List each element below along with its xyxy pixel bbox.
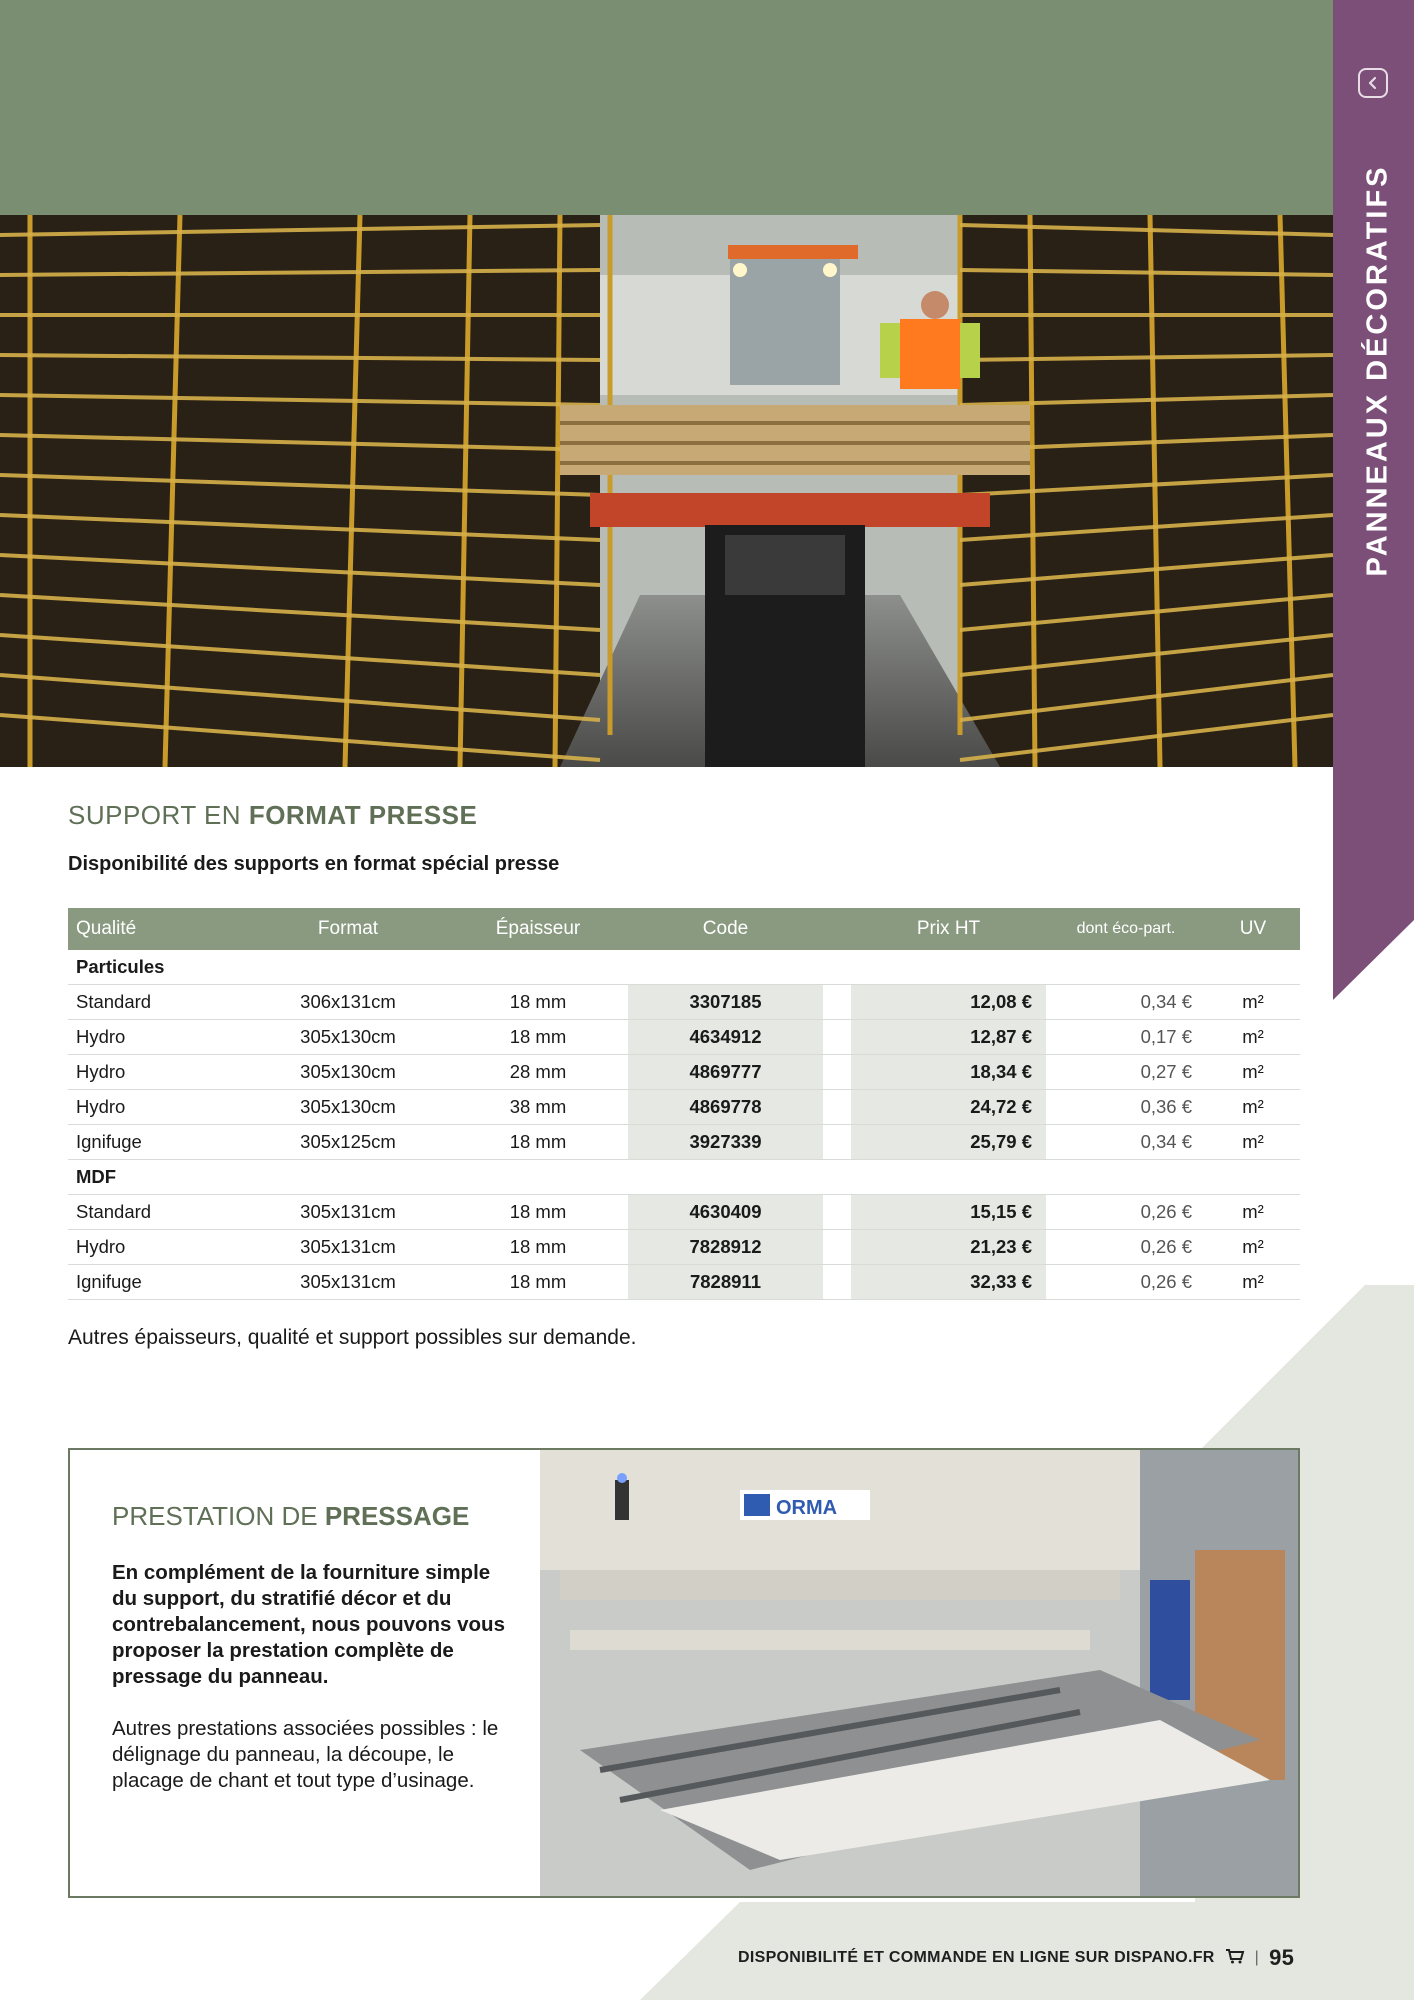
header-eco: dont éco-part. — [1046, 908, 1206, 950]
footer — [738, 1945, 1294, 1971]
cell-prix: 12,87 € — [851, 1020, 1046, 1055]
header-uv: UV — [1206, 908, 1300, 950]
footer-text: DISPONIBILITÉ ET COMMANDE EN LIGNE SUR DISPANO.FR — [738, 1949, 1215, 1966]
cell-eco: 0,26 € — [1046, 1265, 1206, 1300]
pressage-bold-text: En complément de la fourniture simple du support, du stratifié décor et du contrebalancement, nous pouvons vous proposer la prestation complète de pressage du panneau. — [112, 1561, 505, 1688]
press-machine-photo — [540, 1450, 1298, 1896]
press-machine-illustration — [540, 1450, 1298, 1896]
cell-format: 306x131cm — [248, 985, 448, 1020]
table-row — [68, 1125, 1300, 1160]
cell-qualite: Ignifuge — [68, 1265, 248, 1300]
page-number: 95 — [1269, 1945, 1295, 1970]
pressage-title-bold: PRESSAGE — [324, 1501, 470, 1531]
cell-eco: 0,27 € — [1046, 1055, 1206, 1090]
cell-epaisseur: 18 mm — [448, 1230, 628, 1265]
footer-separator: | — [1254, 1949, 1260, 1966]
cell-eco: 0,34 € — [1046, 985, 1206, 1020]
table-row — [68, 1020, 1300, 1055]
cell-prix: 25,79 € — [851, 1125, 1046, 1160]
cell-gap — [823, 1195, 851, 1230]
warehouse-photo — [0, 215, 1333, 767]
cell-code: 4869777 — [628, 1055, 823, 1090]
cell-qualite: Standard — [68, 985, 248, 1020]
pressage-title-light: PRESTATION DE — [112, 1501, 325, 1531]
cell-uv: m² — [1206, 1195, 1300, 1230]
warehouse-illustration — [0, 215, 1333, 767]
cell-gap — [823, 1230, 851, 1265]
section-title-light: SUPPORT EN — [68, 800, 249, 830]
pressage-title — [112, 1501, 512, 1532]
cell-gap — [823, 1265, 851, 1300]
cell-eco: 0,17 € — [1046, 1020, 1206, 1055]
cell-prix: 12,08 € — [851, 985, 1046, 1020]
cell-uv: m² — [1206, 1230, 1300, 1265]
cell-code: 7828911 — [628, 1265, 823, 1300]
chevron-left-icon — [1366, 76, 1380, 90]
header-qualite: Qualité — [68, 908, 248, 950]
cell-qualite: Hydro — [68, 1090, 248, 1125]
cell-format: 305x125cm — [248, 1125, 448, 1160]
cart-icon[interactable] — [1225, 1948, 1245, 1969]
header-gap — [823, 908, 851, 950]
cell-uv: m² — [1206, 1125, 1300, 1160]
cell-qualite: Standard — [68, 1195, 248, 1230]
pressage-text — [112, 1501, 512, 1794]
header-code: Code — [628, 908, 823, 950]
cell-gap — [823, 1055, 851, 1090]
side-tab-label-wrap — [1338, 164, 1414, 576]
cell-prix: 32,33 € — [851, 1265, 1046, 1300]
table-header-row — [68, 908, 1300, 950]
cell-prix: 24,72 € — [851, 1090, 1046, 1125]
cell-uv: m² — [1206, 1020, 1300, 1055]
cell-epaisseur: 18 mm — [448, 1125, 628, 1160]
cell-prix: 21,23 € — [851, 1230, 1046, 1265]
section-subtitle: Disponibilité des supports en format spécial presse — [68, 853, 560, 875]
cell-format: 305x130cm — [248, 1020, 448, 1055]
table-row — [68, 1265, 1300, 1300]
group-label: MDF — [68, 1160, 1300, 1195]
machine-brand: ORMA — [776, 1497, 838, 1519]
table-row — [68, 1090, 1300, 1125]
cell-eco: 0,34 € — [1046, 1125, 1206, 1160]
cell-gap — [823, 1020, 851, 1055]
header-prix: Prix HT — [851, 908, 1046, 950]
cell-uv: m² — [1206, 985, 1300, 1020]
cell-uv: m² — [1206, 1055, 1300, 1090]
pressage-normal-text: Autres prestations associées possibles : le délignage du panneau, la découpe, le placage de chant et tout type d’usinage. — [112, 1717, 499, 1792]
table-group-row — [68, 1160, 1300, 1195]
cell-uv: m² — [1206, 1265, 1300, 1300]
cell-eco: 0,36 € — [1046, 1090, 1206, 1125]
header-band — [0, 0, 1333, 215]
table-group-row — [68, 950, 1300, 985]
cell-epaisseur: 18 mm — [448, 985, 628, 1020]
cell-format: 305x131cm — [248, 1230, 448, 1265]
cell-epaisseur: 28 mm — [448, 1055, 628, 1090]
header-epaisseur: Épaisseur — [448, 908, 628, 950]
cell-code: 4634912 — [628, 1020, 823, 1055]
cell-prix: 18,34 € — [851, 1055, 1046, 1090]
table-row — [68, 985, 1300, 1020]
cell-epaisseur: 18 mm — [448, 1020, 628, 1055]
price-table — [68, 908, 1300, 1300]
cell-qualite: Hydro — [68, 1055, 248, 1090]
cell-qualite: Hydro — [68, 1230, 248, 1265]
cell-gap — [823, 1090, 851, 1125]
cell-eco: 0,26 € — [1046, 1230, 1206, 1265]
side-tab-label: PANNEAUX DÉCORATIFS — [1361, 164, 1394, 576]
availability-note: Autres épaisseurs, qualité et support possibles sur demande. — [68, 1326, 637, 1349]
cell-eco: 0,26 € — [1046, 1195, 1206, 1230]
table-row — [68, 1195, 1300, 1230]
cell-format: 305x131cm — [248, 1195, 448, 1230]
cell-gap — [823, 985, 851, 1020]
cell-qualite: Hydro — [68, 1020, 248, 1055]
cell-uv: m² — [1206, 1090, 1300, 1125]
table-row — [68, 1055, 1300, 1090]
section-title-bold: FORMAT PRESSE — [248, 800, 478, 830]
table-row — [68, 1230, 1300, 1265]
cell-format: 305x130cm — [248, 1055, 448, 1090]
cell-epaisseur: 18 mm — [448, 1265, 628, 1300]
cell-epaisseur: 18 mm — [448, 1195, 628, 1230]
cell-code: 3307185 — [628, 985, 823, 1020]
cell-code: 3927339 — [628, 1125, 823, 1160]
cell-format: 305x130cm — [248, 1090, 448, 1125]
cell-format: 305x131cm — [248, 1265, 448, 1300]
header-format: Format — [248, 908, 448, 950]
cell-prix: 15,15 € — [851, 1195, 1046, 1230]
cell-qualite: Ignifuge — [68, 1125, 248, 1160]
cell-epaisseur: 38 mm — [448, 1090, 628, 1125]
group-label: Particules — [68, 950, 1300, 985]
back-button[interactable] — [1358, 68, 1388, 98]
cell-gap — [823, 1125, 851, 1160]
cell-code: 4630409 — [628, 1195, 823, 1230]
section-title — [68, 800, 477, 831]
cell-code: 4869778 — [628, 1090, 823, 1125]
cell-code: 7828912 — [628, 1230, 823, 1265]
